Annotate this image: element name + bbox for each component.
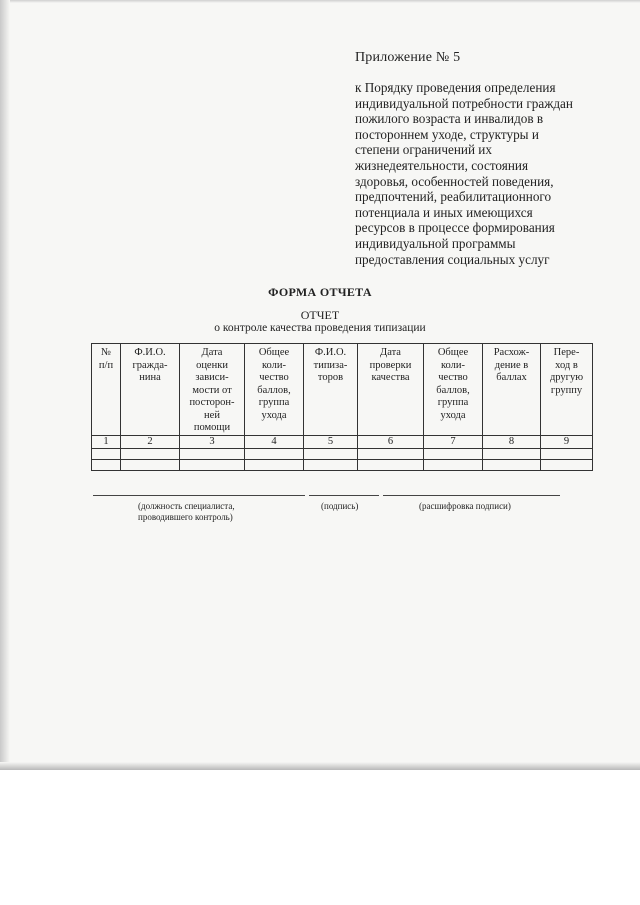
table-cell [541,448,593,459]
report-subtitle: о контроле качества проведения типизации [214,322,426,334]
table-cell [245,459,304,470]
column-number: 1 [92,435,121,448]
position-caption [138,501,235,523]
col-header-line: нина [139,372,161,383]
appendix-line: степени ограничений их [355,142,492,158]
col-header-total-score-1 [245,344,304,436]
col-header-dependency-date [180,344,245,436]
col-header-group-transfer [541,344,593,436]
col-header-check-date [358,344,424,436]
col-header-line: чество [259,372,289,383]
col-header-line: Общее [258,347,290,358]
col-header-score-difference [483,344,541,436]
decoding-line [383,495,560,496]
col-header-line: ухода [261,409,287,421]
col-header-line: ход в [555,359,578,371]
col-header-line: Общее [437,347,469,358]
table-cell [424,459,483,470]
column-number: 3 [180,435,245,448]
col-header-line: зависи- [195,372,229,383]
table-header-row [92,344,593,436]
table-cell [358,459,424,470]
col-header-line: Дата [380,347,401,358]
appendix-line: к Порядку проведения определения [355,80,556,95]
appendix-line: жизнедеятельности, состояния [355,157,529,173]
appendix-line: ресурсов в процессе формирования [355,220,555,236]
col-header-line: Пере- [553,347,580,358]
table-cell [358,448,424,459]
table-cell [121,459,180,470]
col-header-line: баллов, [436,384,470,396]
appendix-line: предпочтений, реабилитационного [355,189,552,205]
appendix-title: Приложение № 5 [355,50,461,65]
appendix-line: пожилого возраста и инвалидов в [355,111,544,127]
col-header-line: оценки [196,359,228,371]
column-number: 6 [358,435,424,448]
col-header-line: мости от [192,384,232,396]
col-header-line: проверки [369,359,412,371]
col-header-line: баллах [496,372,527,383]
appendix-line: индивидуальной программы [355,235,516,251]
col-header-line: группу [550,384,583,396]
col-header-line: типиза- [313,359,348,371]
scan-edge [10,0,640,3]
col-header-line: посторон- [189,397,235,408]
table-cell [483,459,541,470]
report-table [91,343,593,471]
col-header-line: коли- [261,359,287,371]
col-header-line: другую [549,372,584,383]
position-caption-line: (должность специалиста, [138,501,235,511]
col-header-typists-name [304,344,358,436]
column-number: 8 [483,435,541,448]
table-cell [483,448,541,459]
report-title: ОТЧЕТ [300,308,340,322]
table-cell [92,459,121,470]
col-header-line: коли- [440,359,466,371]
column-number: 7 [424,435,483,448]
col-header-line: Дата [201,347,223,358]
column-number: 2 [121,435,180,448]
col-header-line: дение в [494,359,529,371]
column-number: 5 [304,435,358,448]
col-header-line: помощи [193,422,231,433]
table-cell [245,448,304,459]
col-header-line: Ф.И.О. [134,347,166,358]
col-header-line: Расхож- [493,347,530,358]
appendix-line: потенциала и иных имеющихся [355,204,533,220]
column-number: 9 [541,435,593,448]
table-cell [304,459,358,470]
col-header-line: торов [317,372,344,383]
col-header-line: ухода [440,409,466,421]
col-header-line: ней [204,409,220,421]
col-header-line: п/п [98,359,114,371]
appendix-line: здоровья, особенностей поведения, [355,173,554,189]
col-header-number [92,344,121,436]
position-line [93,495,305,496]
appendix-line: предоставления социальных услуг [355,251,550,267]
col-header-total-score-2 [424,344,483,436]
appendix-line: постороннем уходе, структуры и [355,126,539,142]
col-header-line: № [100,347,112,358]
column-number: 4 [245,435,304,448]
signature-line [309,495,379,496]
table-cell [304,448,358,459]
col-header-line: качества [371,372,410,383]
col-header-line: группа [437,397,469,408]
col-header-line: группа [258,397,290,408]
table-cell [92,448,121,459]
table-cell [180,448,245,459]
form-heading: ФОРМА ОТЧЕТА [268,285,372,299]
col-header-line: чество [438,372,468,383]
table-cell [541,459,593,470]
col-header-line: баллов, [257,384,291,396]
decoding-caption: (расшифровка подписи) [419,501,511,511]
appendix-text [355,80,620,267]
table-cell [180,459,245,470]
signature-caption: (подпись) [321,501,359,511]
table-row [92,448,593,459]
column-number-row [92,435,593,448]
appendix-line: индивидуальной потребности граждан [355,95,573,111]
table-row [92,459,593,470]
table-cell [424,448,483,459]
table-cell [121,448,180,459]
col-header-line: Ф.И.О. [314,347,347,358]
col-header-line: гражда- [132,359,168,371]
position-caption-line: проводившего контроль) [138,512,233,522]
col-header-citizen-name [121,344,180,436]
